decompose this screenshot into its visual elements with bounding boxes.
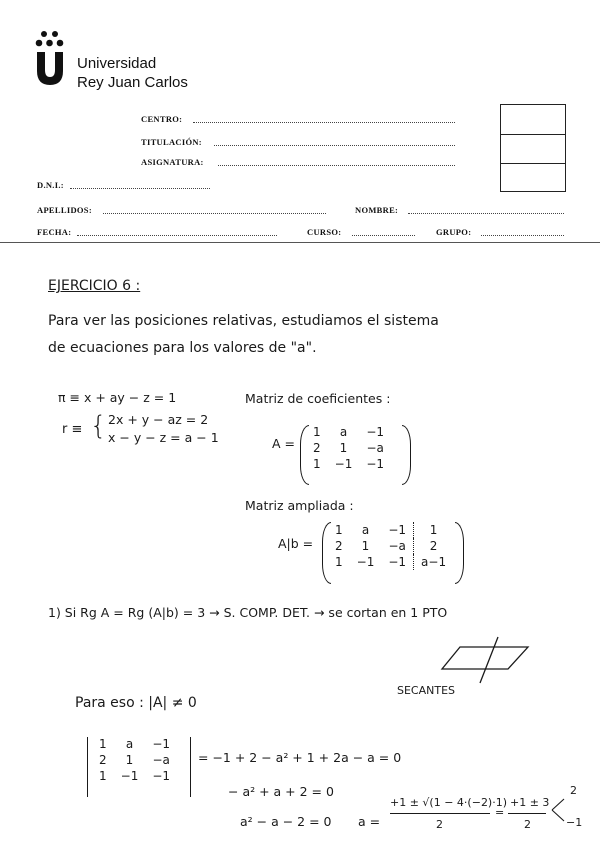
exercise-title: EJERCICIO 6 : xyxy=(48,278,141,294)
intro-line1: Para ver las posiciones relativas, estudiamos el sistema xyxy=(48,313,439,329)
det-right-bar xyxy=(190,737,191,797)
matrix-cell: 1 xyxy=(313,425,321,439)
matrix-cell: −1 xyxy=(120,769,139,783)
matrix-cell: −a xyxy=(366,441,384,455)
quadratic-equals: = xyxy=(495,806,505,819)
root-2: −1 xyxy=(566,816,583,829)
fraction-bar-2 xyxy=(508,813,546,814)
asignatura-label: ASIGNATURA: xyxy=(141,157,204,167)
centro-label: CENTRO: xyxy=(141,114,183,124)
secantes-label: SECANTES xyxy=(397,684,456,697)
matrix-cell: 1 xyxy=(335,523,343,537)
matrix-cell: 1 xyxy=(99,737,107,751)
quadratic-numerator-2: +1 ± 3 xyxy=(510,796,550,809)
para-eso-text: Para eso : |A| ≠ 0 xyxy=(75,695,197,711)
matrix-cell: 1 xyxy=(313,457,321,471)
matrix-cell: −1 xyxy=(366,457,385,471)
matrix-cell: 1 xyxy=(339,441,348,455)
curso-label: CURSO: xyxy=(307,227,342,237)
fecha-label: FECHA: xyxy=(37,227,72,237)
matrix-row xyxy=(92,768,177,784)
titulacion-line[interactable] xyxy=(214,145,455,146)
quadratic-lhs: a = xyxy=(358,814,381,829)
matrix-cell: a−1 xyxy=(414,554,454,570)
apellidos-line[interactable] xyxy=(103,213,326,214)
det-left-bar xyxy=(87,737,88,797)
asignatura-line[interactable] xyxy=(218,165,455,166)
dni-label: D.N.I.: xyxy=(37,180,64,190)
matrix-cell: −1 xyxy=(152,737,171,751)
apellidos-label: APELLIDOS: xyxy=(37,205,92,215)
ampl-matrix-title: Matriz ampliada : xyxy=(245,498,354,513)
det-expansion: = −1 + 2 − a² + 1 + 2a − a = 0 xyxy=(198,750,402,765)
line-equation-1: 2x + y − az = 2 xyxy=(108,412,209,427)
matrix-cell: 1 xyxy=(361,539,370,553)
secant-planes-sketch-icon xyxy=(440,635,550,685)
university-logo-icon xyxy=(33,30,67,90)
matrix-cell: 1 xyxy=(125,753,134,767)
intro-line2: de ecuaciones para los valores de "a". xyxy=(48,340,317,356)
matrix-cell: 1 xyxy=(335,555,343,569)
matrix-cell: a xyxy=(339,425,348,439)
grupo-line[interactable] xyxy=(481,235,564,236)
fecha-line[interactable] xyxy=(77,235,277,236)
matrix-row xyxy=(306,440,391,456)
matrix-cell: −1 xyxy=(152,769,171,783)
dni-line[interactable] xyxy=(70,188,210,189)
matrix-cell: 1 xyxy=(99,769,107,783)
matrix-row xyxy=(328,538,453,554)
line-label: r ≡ xyxy=(62,422,83,437)
matrix-cell: 2 xyxy=(313,441,321,455)
quadratic-denominator-2: 2 xyxy=(524,818,531,831)
branch-icon xyxy=(550,795,566,825)
matrix-cell: −1 xyxy=(388,523,407,537)
matrix-cell: 1 xyxy=(414,522,454,538)
fraction-bar xyxy=(390,813,490,814)
nombre-label: NOMBRE: xyxy=(355,205,399,215)
nombre-line[interactable] xyxy=(408,213,564,214)
header-divider xyxy=(0,242,600,243)
matrix-row xyxy=(328,554,453,570)
brace-icon: { xyxy=(90,411,107,441)
line-equation-2: x − y − z = a − 1 xyxy=(108,430,219,445)
matrix-cell: −a xyxy=(152,753,170,767)
matrix-cell: −1 xyxy=(334,457,353,471)
coef-right-paren xyxy=(402,425,411,485)
university-line2: Rey Juan Carlos xyxy=(77,74,188,91)
curso-line[interactable] xyxy=(352,235,415,236)
equation-line-2: − a² + a + 2 = 0 xyxy=(228,784,334,799)
quadratic-numerator: +1 ± √(1 − 4·(−2)·1) xyxy=(390,796,508,809)
matrix-cell: −1 xyxy=(356,555,375,569)
matrix-cell: −1 xyxy=(388,555,407,569)
case-1-statement: 1) Si Rg A = Rg (A|b) = 3 → S. COMP. DET. → se cortan en 1 PTO xyxy=(48,605,448,620)
university-name xyxy=(77,54,188,92)
matrix-cell: 2 xyxy=(335,539,343,553)
coef-matrix-label: A = xyxy=(272,436,295,451)
ampl-matrix xyxy=(328,522,453,570)
matrix-row xyxy=(328,522,453,538)
matrix-cell: a xyxy=(361,523,370,537)
titulacion-label: TITULACIÓN: xyxy=(141,137,202,147)
equation-line-3: a² − a − 2 = 0 xyxy=(240,814,332,829)
ampl-right-paren xyxy=(455,522,464,584)
matrix-cell: 2 xyxy=(99,753,107,767)
matrix-cell: −1 xyxy=(366,425,385,439)
coef-matrix xyxy=(306,424,391,472)
grupo-label: GRUPO: xyxy=(436,227,472,237)
matrix-cell: 2 xyxy=(414,538,454,554)
grade-box xyxy=(500,104,566,192)
matrix-row xyxy=(306,456,391,472)
university-line1: Universidad xyxy=(77,55,157,72)
matrix-row xyxy=(92,752,177,768)
plane-equation: π ≡ x + ay − z = 1 xyxy=(58,390,177,405)
matrix-row xyxy=(92,736,177,752)
quadratic-denominator: 2 xyxy=(436,818,443,831)
matrix-row xyxy=(306,424,391,440)
centro-line[interactable] xyxy=(193,122,455,123)
root-1: 2 xyxy=(570,784,577,797)
det-matrix xyxy=(92,736,177,784)
ampl-matrix-label: A|b = xyxy=(278,536,314,551)
matrix-cell: −a xyxy=(388,539,406,553)
matrix-cell: a xyxy=(125,737,134,751)
coef-matrix-title: Matriz de coeficientes : xyxy=(245,391,391,406)
